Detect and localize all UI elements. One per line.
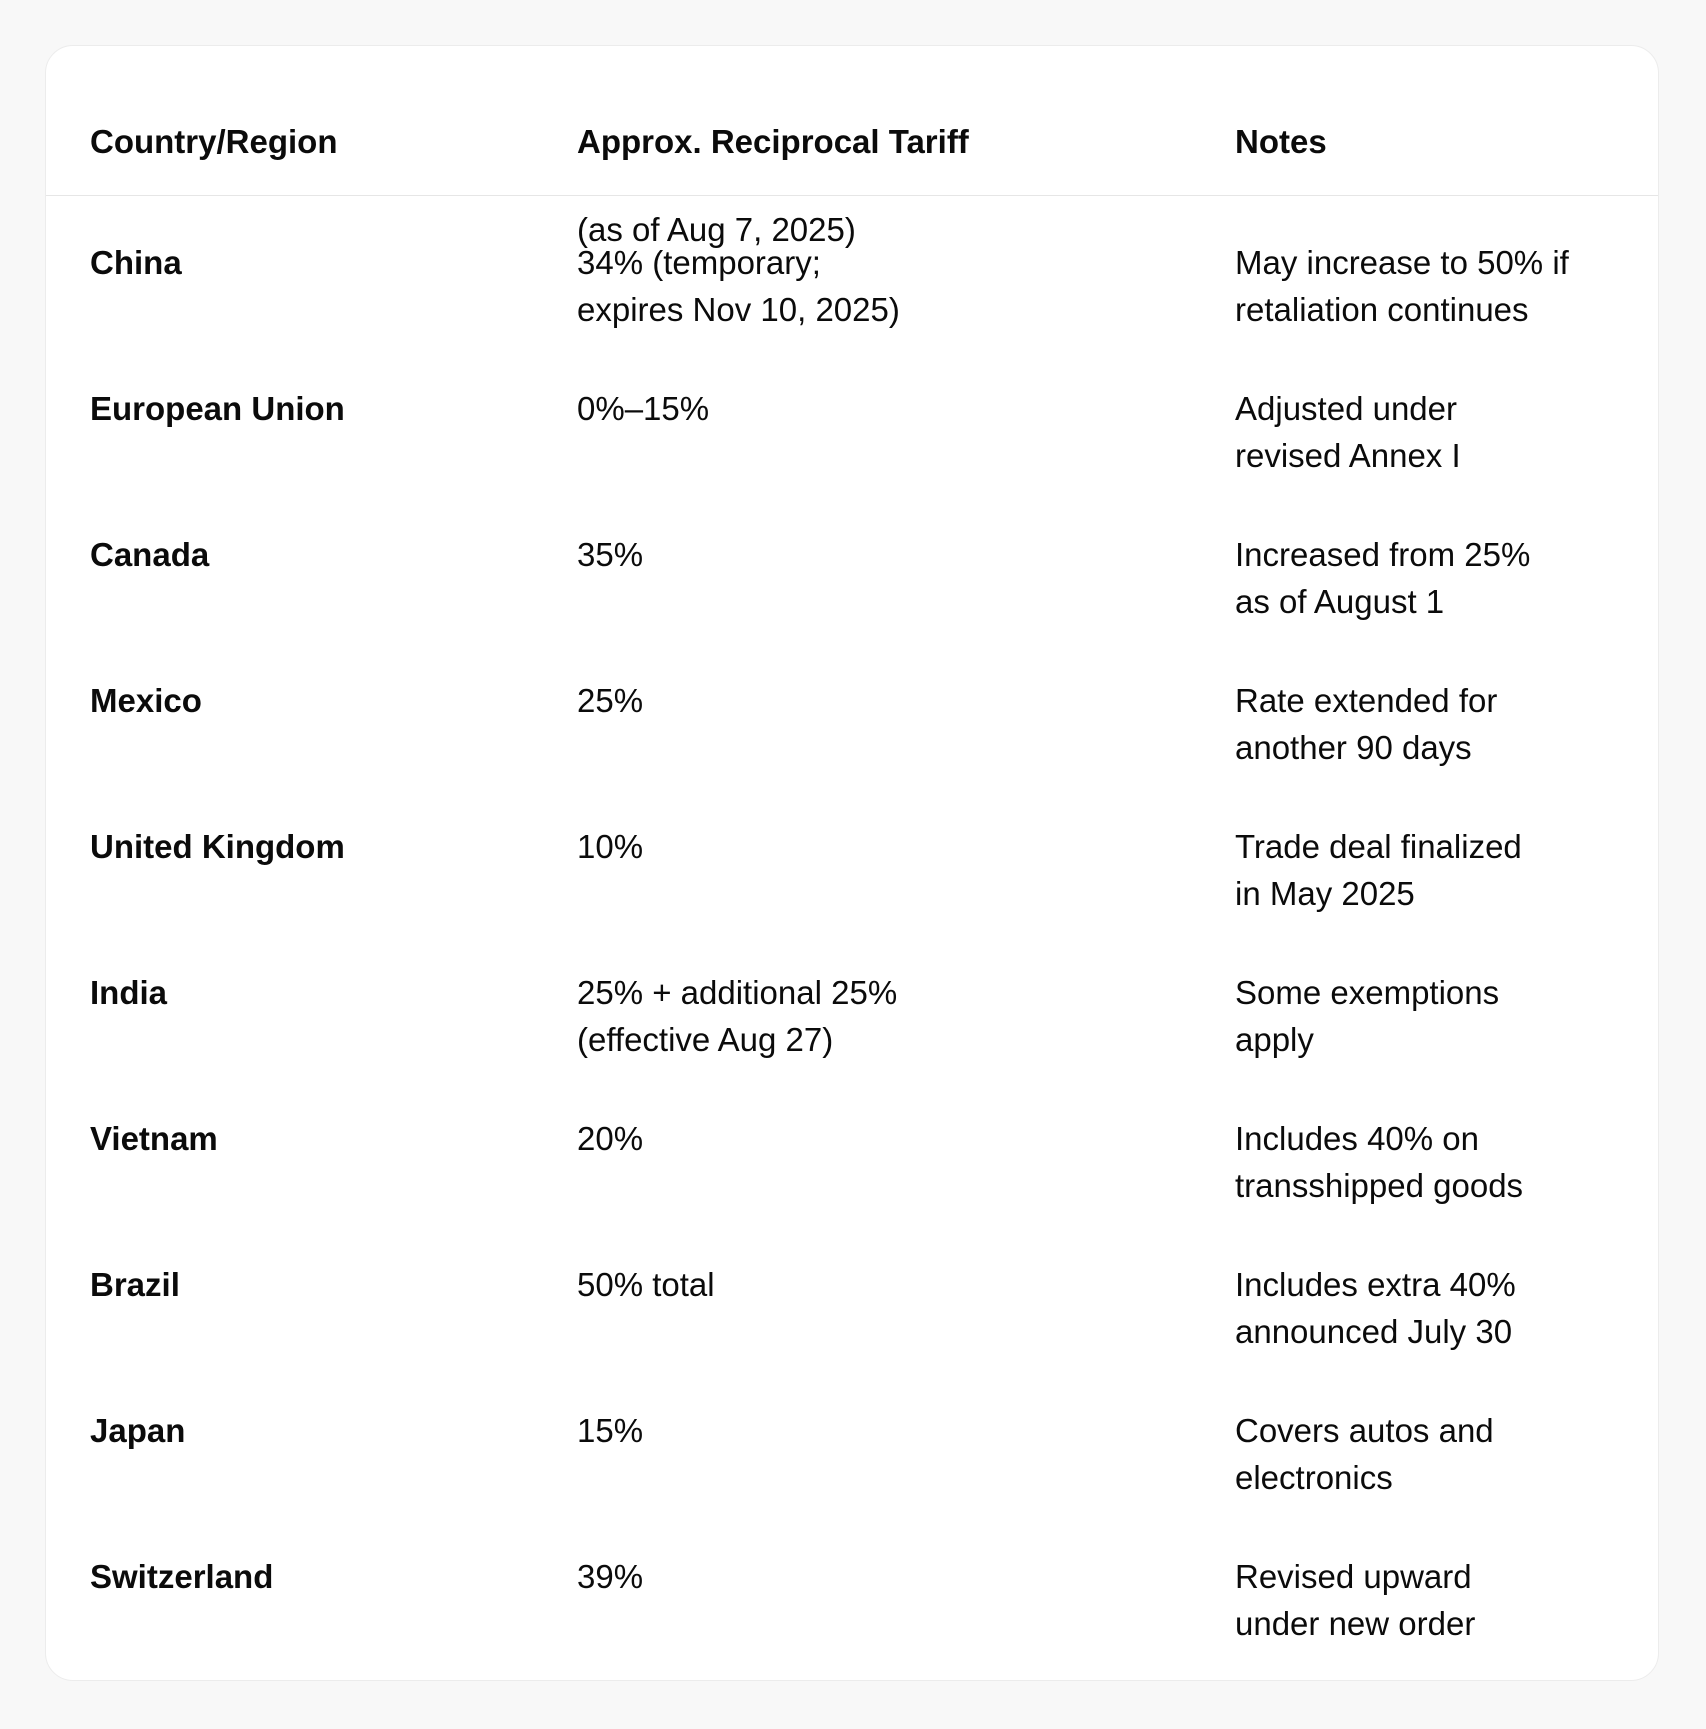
note-cell: Some exemptions apply xyxy=(1235,974,1500,1058)
table-row xyxy=(46,969,1658,1115)
table-row xyxy=(46,1553,1658,1681)
header-tariff-label: Approx. Reciprocal Tariff xyxy=(577,123,969,160)
country-cell: United Kingdom xyxy=(90,828,345,865)
table-row xyxy=(46,1407,1658,1553)
note-cell: Revised upward under new order xyxy=(1235,1558,1476,1642)
tariff-cell: 34% (temporary; expires Nov 10, 2025) xyxy=(577,244,900,328)
note-cell: Includes 40% on transshipped goods xyxy=(1235,1120,1524,1204)
header-notes xyxy=(1235,76,1645,208)
country-cell: Japan xyxy=(90,1412,186,1449)
header-notes-label: Notes xyxy=(1235,123,1327,160)
header-country-label: Country/Region xyxy=(90,123,338,160)
country-cell: India xyxy=(90,974,168,1011)
table-row xyxy=(46,1261,1658,1407)
country-cell: European Union xyxy=(90,390,345,427)
tariff-cell: 50% total xyxy=(577,1266,715,1303)
table-row xyxy=(46,823,1658,969)
tariff-cell: 39% xyxy=(577,1558,644,1595)
header-tariff-sublabel: (as of Aug 7, 2025) xyxy=(577,211,856,248)
table-row xyxy=(46,1115,1658,1261)
table-row xyxy=(46,677,1658,823)
country-cell: Mexico xyxy=(90,682,202,719)
country-cell: Switzerland xyxy=(90,1558,274,1595)
table-row xyxy=(46,385,1658,531)
country-cell: Vietnam xyxy=(90,1120,218,1157)
tariff-cell: 25% xyxy=(577,682,644,719)
note-cell: Rate extended for another 90 days xyxy=(1235,682,1498,766)
header-country xyxy=(90,76,530,208)
note-cell: Includes extra 40% announced July 30 xyxy=(1235,1266,1516,1350)
tariff-table xyxy=(45,45,1659,1681)
note-cell: May increase to 50% if retaliation continues xyxy=(1235,244,1569,328)
country-cell: Brazil xyxy=(90,1266,180,1303)
note-cell: Trade deal finalized in May 2025 xyxy=(1235,828,1522,912)
note-cell: Adjusted under revised Annex I xyxy=(1235,390,1461,474)
table-header-row xyxy=(46,46,1658,248)
table-row xyxy=(46,531,1658,677)
country-cell: China xyxy=(90,244,182,281)
tariff-cell: 10% xyxy=(577,828,644,865)
note-cell: Covers autos and electronics xyxy=(1235,1412,1494,1496)
tariff-cell: 20% xyxy=(577,1120,644,1157)
tariff-cell: 25% + additional 25% (effective Aug 27) xyxy=(577,974,898,1058)
table-row xyxy=(46,239,1658,385)
note-cell: Increased from 25% as of August 1 xyxy=(1235,536,1531,620)
tariff-cell: 0%–15% xyxy=(577,390,710,427)
tariff-cell: 15% xyxy=(577,1412,644,1449)
country-cell: Canada xyxy=(90,536,210,573)
tariff-cell: 35% xyxy=(577,536,644,573)
